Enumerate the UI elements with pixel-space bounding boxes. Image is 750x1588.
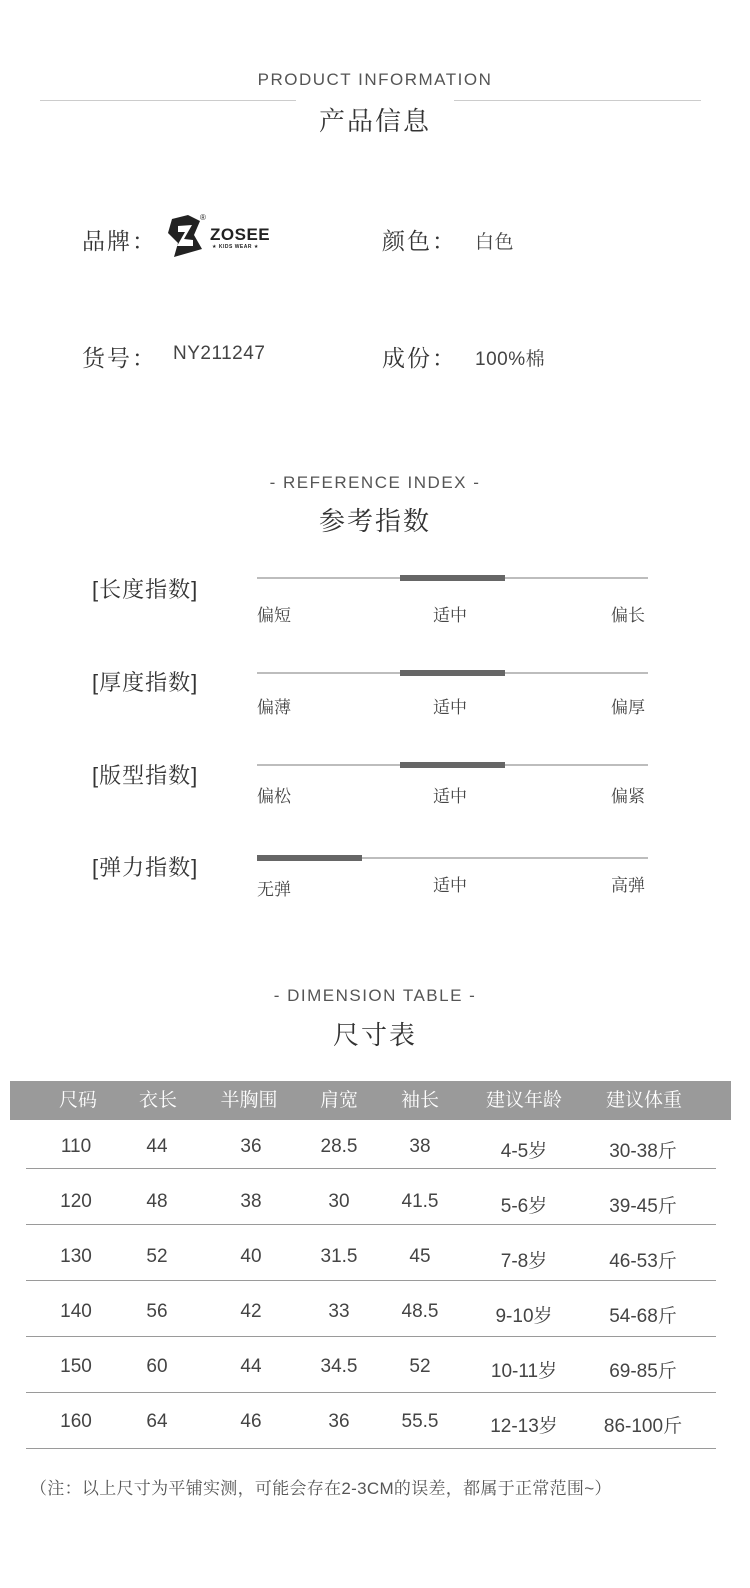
- table-cell: 64: [146, 1411, 168, 1432]
- index-level-bar: [400, 762, 505, 768]
- index-left-tick: 偏薄: [257, 698, 291, 717]
- index-track: [257, 857, 648, 859]
- table-cell: 30-38斤: [609, 1141, 677, 1162]
- material-label: 成份：: [382, 345, 457, 371]
- table-cell: 10-11岁: [490, 1361, 558, 1382]
- table-cell: 45: [409, 1246, 431, 1267]
- index-label: [长度指数]: [92, 577, 199, 602]
- index-label: [厚度指数]: [92, 670, 199, 695]
- index-right-tick: 偏紧: [611, 787, 645, 806]
- product-info-cn-title: 产品信息: [318, 106, 431, 136]
- table-cell: 120: [60, 1191, 92, 1212]
- table-cell: 48: [146, 1191, 168, 1212]
- product-info-en-title: PRODUCT INFORMATION: [257, 70, 493, 89]
- brand-logo: ® ZOSEE ★ KIDS WEAR ★: [166, 213, 276, 259]
- table-header: [10, 1081, 731, 1120]
- table-cell: 42: [240, 1301, 262, 1322]
- table-cell: 60: [146, 1356, 168, 1377]
- row-divider: [26, 1224, 716, 1225]
- index-level-bar: [257, 855, 362, 861]
- table-cell: 40: [240, 1246, 262, 1267]
- table-cell: 54-68斤: [609, 1306, 677, 1327]
- table-cell: 86-100斤: [603, 1416, 683, 1437]
- table-cell: 9-10岁: [495, 1306, 553, 1327]
- index-label: [弹力指数]: [92, 855, 199, 880]
- row-divider: [26, 1168, 716, 1169]
- table-cell: 150: [60, 1356, 92, 1377]
- index-label: [版型指数]: [92, 763, 199, 788]
- brand-label: 品牌：: [82, 228, 157, 254]
- table-cell: 69-85斤: [609, 1361, 677, 1382]
- index-right-tick: 高弹: [611, 876, 645, 895]
- table-cell: 48.5: [401, 1301, 439, 1322]
- index-left-tick: 无弹: [257, 880, 291, 899]
- table-cell: 46-53斤: [609, 1251, 677, 1272]
- dimension-cn-title: 尺寸表: [332, 1020, 417, 1050]
- index-track: [257, 577, 648, 579]
- dimension-en-title: - DIMENSION TABLE -: [273, 986, 477, 1005]
- item-no-value: NY211247: [173, 343, 266, 364]
- reference-en-title: - REFERENCE INDEX -: [269, 473, 481, 492]
- table-cell: 52: [409, 1356, 431, 1377]
- table-cell: 110: [60, 1136, 92, 1157]
- table-cell: 7-8岁: [500, 1251, 548, 1272]
- table-cell: 28.5: [320, 1136, 358, 1157]
- table-header-cell: 建议体重: [605, 1090, 682, 1111]
- table-cell: 44: [146, 1136, 168, 1157]
- table-header-cell: 建议年龄: [485, 1090, 562, 1111]
- row-divider: [26, 1336, 716, 1337]
- index-track: [257, 764, 648, 766]
- color-value: 白色: [475, 232, 515, 253]
- table-cell: 38: [409, 1136, 431, 1157]
- table-cell: 41.5: [401, 1191, 439, 1212]
- row-divider: [26, 1448, 716, 1449]
- table-cell: 130: [60, 1246, 92, 1267]
- table-cell: 44: [240, 1356, 262, 1377]
- brand-logo-text: ZOSEE: [210, 225, 271, 244]
- table-cell: 34.5: [320, 1356, 358, 1377]
- index-track: [257, 672, 648, 674]
- table-cell: 5-6岁: [500, 1196, 548, 1217]
- item-no-label: 货号：: [82, 345, 157, 371]
- table-header-cell: 肩宽: [319, 1090, 358, 1111]
- table-cell: 160: [60, 1411, 92, 1432]
- table-header-cell: 衣长: [138, 1090, 177, 1111]
- table-note: （注：以上尺寸为平铺实测，可能会存在2-3CM的误差，都属于正常范围~）: [30, 1479, 612, 1498]
- index-mid-tick: 适中: [433, 787, 467, 806]
- table-cell: 46: [240, 1411, 262, 1432]
- table-cell: 33: [328, 1301, 350, 1322]
- table-header-cell: 半胸围: [220, 1090, 278, 1111]
- color-label: 颜色：: [382, 228, 457, 254]
- reference-cn-title: 参考指数: [318, 506, 431, 536]
- brand-logo-sub: ★ KIDS WEAR ★: [212, 244, 259, 250]
- index-mid-tick: 适中: [433, 606, 467, 625]
- index-left-tick: 偏短: [257, 606, 291, 625]
- row-divider: [26, 1392, 716, 1393]
- table-cell: 56: [146, 1301, 168, 1322]
- table-cell: 39-45斤: [609, 1196, 677, 1217]
- table-cell: 12-13岁: [490, 1416, 558, 1437]
- table-cell: 30: [328, 1191, 350, 1212]
- table-cell: 31.5: [320, 1246, 358, 1267]
- table-cell: 140: [60, 1301, 92, 1322]
- index-mid-tick: 适中: [433, 698, 467, 717]
- index-right-tick: 偏长: [611, 606, 645, 625]
- table-cell: 55.5: [401, 1411, 439, 1432]
- table-header-cell: 袖长: [400, 1090, 439, 1111]
- table-cell: 36: [328, 1411, 350, 1432]
- index-right-tick: 偏厚: [611, 698, 645, 717]
- index-left-tick: 偏松: [257, 787, 291, 806]
- index-level-bar: [400, 670, 505, 676]
- table-cell: 38: [240, 1191, 262, 1212]
- material-value: 100%棉: [475, 349, 546, 370]
- table-header-cell: 尺码: [58, 1090, 97, 1111]
- table-cell: 4-5岁: [500, 1141, 548, 1162]
- index-level-bar: [400, 575, 505, 581]
- index-mid-tick: 适中: [433, 876, 467, 895]
- table-cell: 36: [240, 1136, 262, 1157]
- table-cell: 52: [146, 1246, 168, 1267]
- row-divider: [26, 1280, 716, 1281]
